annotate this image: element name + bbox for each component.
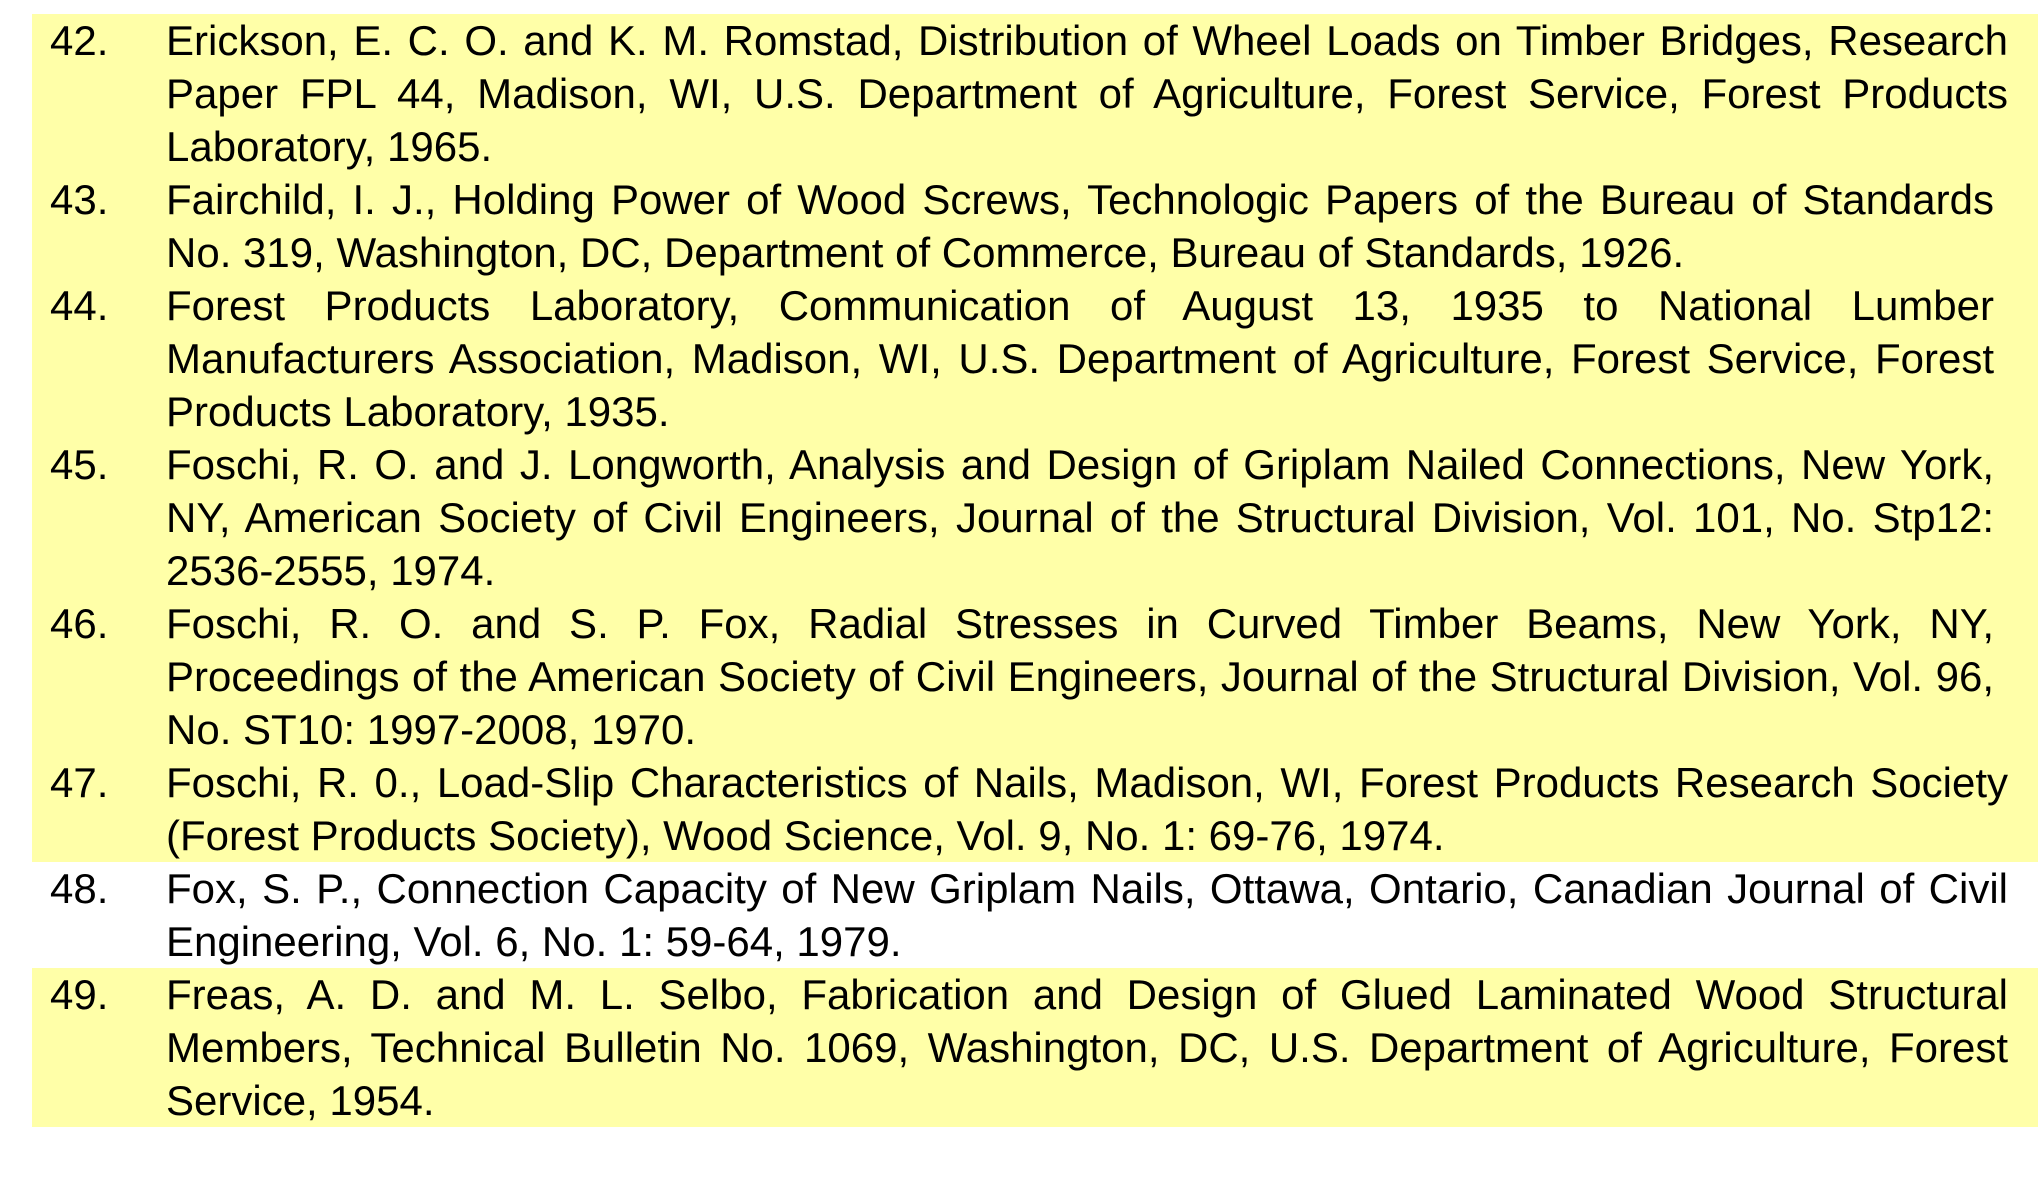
reference-item-46 [32, 597, 2008, 756]
reference-text: Foschi, R. O. and S. P. Fox, Radial Stresses in Curved Timber Beams, New York, NY, Proceedings of the American Society of Civil Engineers, Journal of the Structural Division, Vol. 96, No. ST10: 1997-2008, 1970. [166, 600, 1994, 753]
highlighted-reference-group [32, 968, 2038, 1127]
reference-list [32, 14, 2038, 1127]
reference-number: 42. [50, 17, 109, 64]
reference-text: Foschi, R. 0., Load-Slip Characteristics of Nails, Madison, WI, Forest Products Research Society (Forest Products Society), Wood Science, Vol. 9, No. 1: 69-76, 1974. [166, 759, 2008, 859]
reference-number: 44. [50, 282, 109, 329]
reference-number: 45. [50, 441, 109, 488]
reference-text: Fox, S. P., Connection Capacity of New Griplam Nails, Ottawa, Ontario, Canadian Journal of Civil Engineering, Vol. 6, No. 1: 59-64, 1979. [166, 865, 2008, 965]
reference-text: Foschi, R. O. and J. Longworth, Analysis and Design of Griplam Nailed Connections, New York, NY, American Society of Civil Engineers, Journal of the Structural Division, Vol. 101, No. Stp12: 2536-2555, 1974. [166, 441, 1994, 594]
reference-number: 43. [50, 176, 109, 223]
reference-text: Forest Products Laboratory, Communication of August 13, 1935 to National Lumber Manufacturers Association, Madison, WI, U.S. Department of Agriculture, Forest Service, Forest Products Laboratory, 1935. [166, 282, 1994, 435]
reference-item-42 [32, 14, 2008, 173]
reference-number: 46. [50, 600, 109, 647]
reference-item-48 [32, 862, 2008, 968]
reference-item-49 [32, 968, 2008, 1127]
plain-reference-group [32, 862, 2038, 968]
reference-number: 47. [50, 759, 109, 806]
reference-item-44 [32, 279, 2008, 438]
reference-text: Erickson, E. C. O. and K. M. Romstad, Distribution of Wheel Loads on Timber Bridges, Research Paper FPL 44, Madison, WI, U.S. Department of Agriculture, Forest Service, Forest Products Laboratory, 1965. [166, 17, 2008, 170]
reference-item-45 [32, 438, 2008, 597]
reference-item-47 [32, 756, 2008, 862]
reference-text: Freas, A. D. and M. L. Selbo, Fabrication and Design of Glued Laminated Wood Structural Members, Technical Bulletin No. 1069, Washington, DC, U.S. Department of Agriculture, Forest Service, 1954. [166, 971, 2008, 1124]
reference-text: Fairchild, I. J., Holding Power of Wood Screws, Technologic Papers of the Bureau of Standards No. 319, Washington, DC, Department of Commerce, Bureau of Standards, 1926. [166, 176, 1994, 276]
reference-item-43 [32, 173, 2008, 279]
highlighted-reference-group [32, 14, 2038, 862]
reference-number: 49. [50, 971, 109, 1018]
reference-number: 48. [50, 865, 109, 912]
